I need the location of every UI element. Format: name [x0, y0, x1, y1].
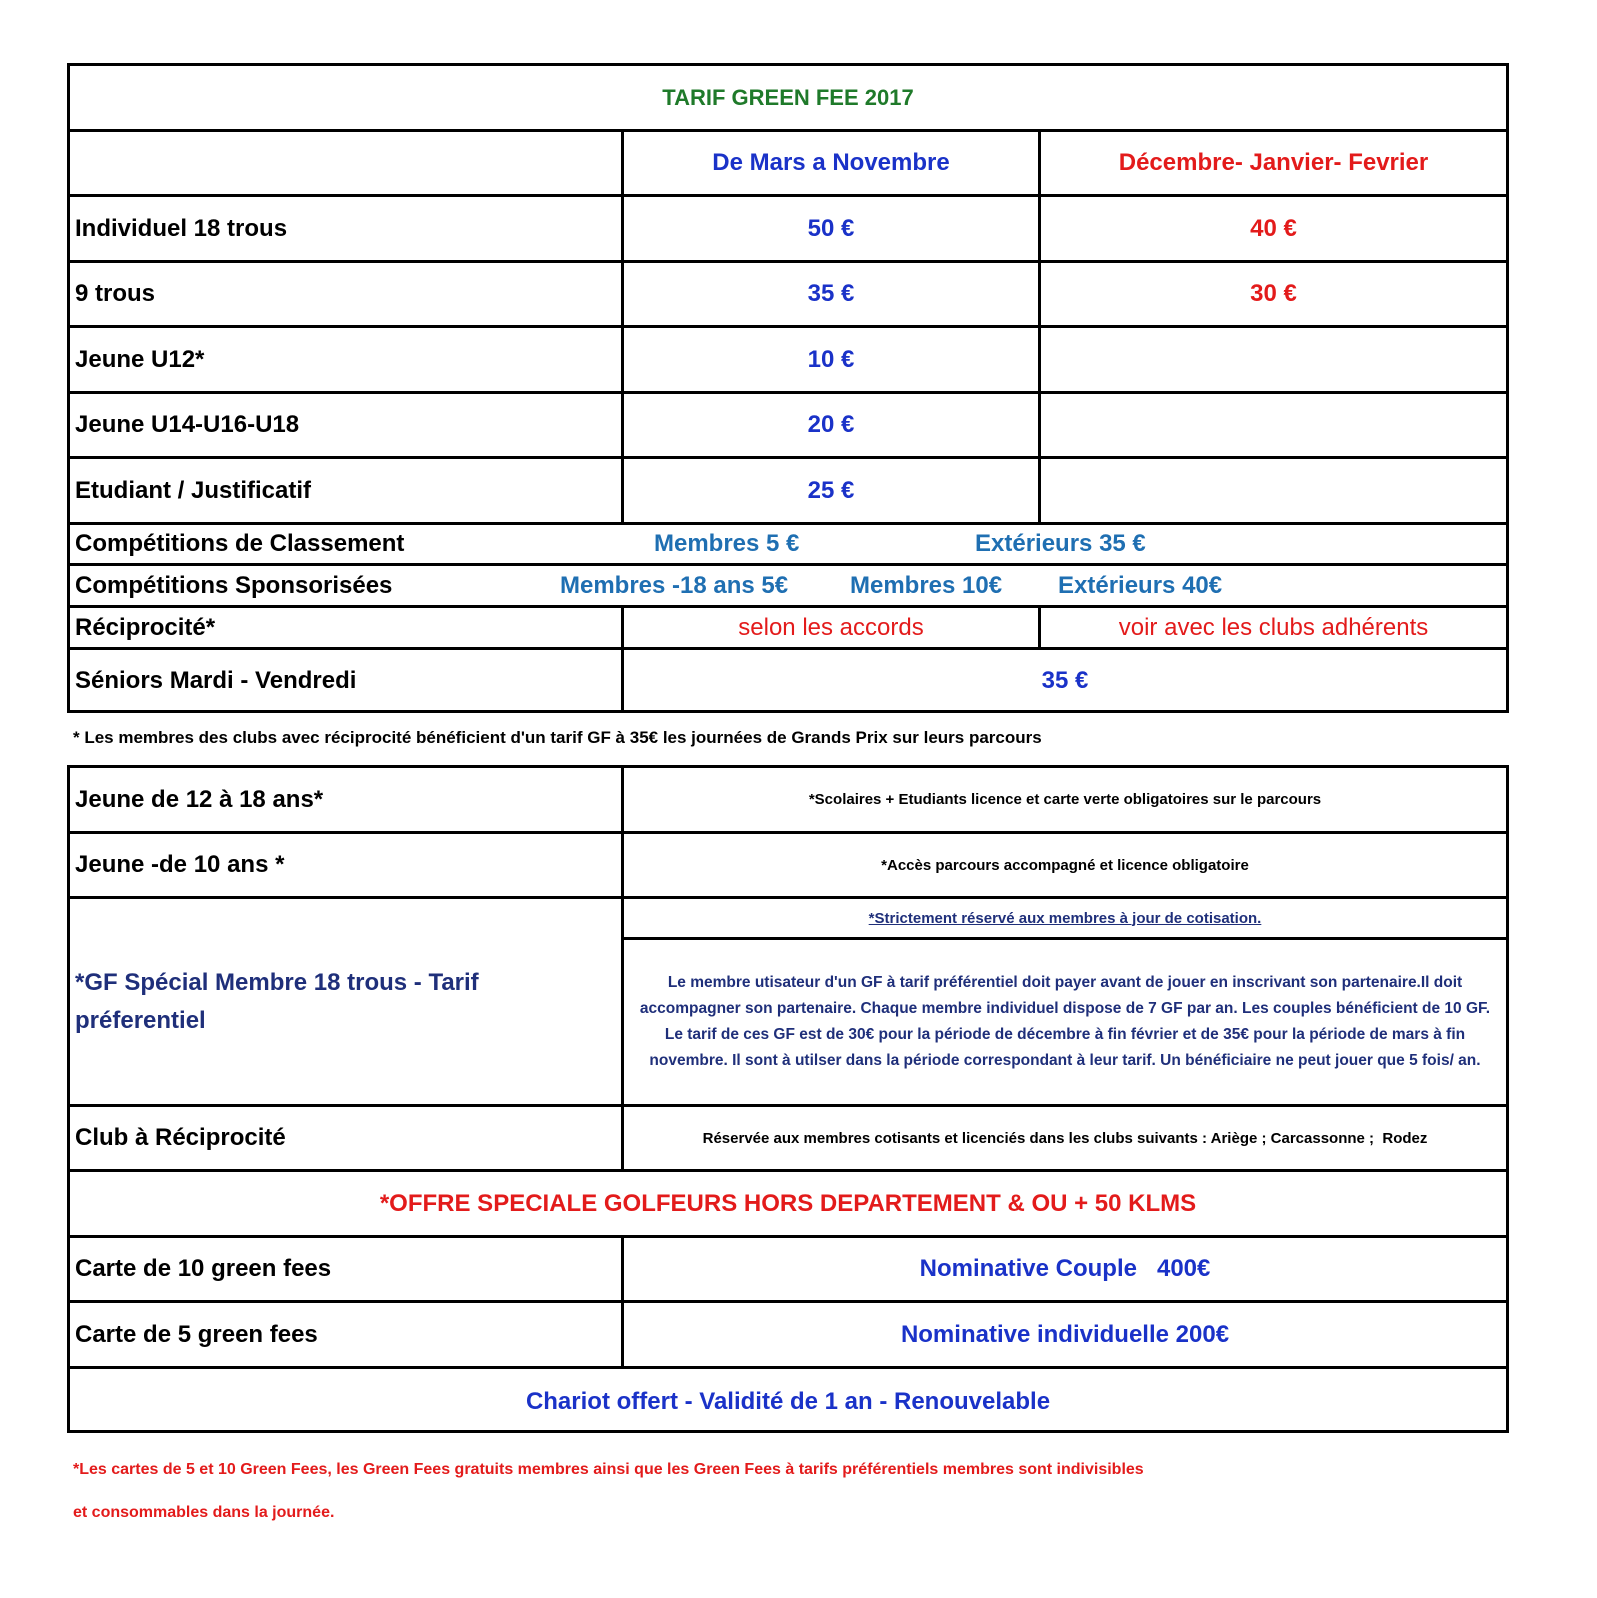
row-label: Jeune U14-U16-U18 [70, 394, 624, 456]
price-period-2 [1041, 459, 1506, 522]
gf-special-info [624, 899, 1506, 1104]
table-row [70, 768, 1506, 834]
footnote-reciprocite: * Les membres des clubs avec réciprocité bénéficient d'un tarif GF à 35€ les journées de Grands Prix sur leurs parcours [73, 728, 1042, 747]
competitions-sponsorisees-row [70, 566, 1506, 608]
price-period-2: 30 € [1250, 280, 1297, 307]
gf-special-label-line2: préferentiel [75, 1006, 206, 1034]
price-period-1: 20 € [624, 394, 1041, 456]
table-row [70, 1238, 1506, 1303]
table-row [70, 1107, 1506, 1172]
header-empty-cell [70, 132, 624, 194]
price-period-1: 50 € [624, 197, 1041, 260]
reciprocite-row [70, 608, 1506, 650]
price-period-2 [1041, 394, 1506, 456]
header-period-2: Décembre- Janvier- Fevrier [1118, 149, 1429, 176]
table-row [70, 263, 1506, 328]
classement-exterieurs-price: Extérieurs 35 € [975, 530, 1146, 557]
header-row [70, 132, 1506, 197]
footnote-cartes-line2: et consommables dans la journée. [73, 1504, 335, 1521]
gf-special-row [70, 899, 1506, 1107]
price-period-1: 35 € [624, 263, 1041, 325]
row-info: Réservée aux membres cotisants et licenciés dans les clubs suivants : Ariège ; Carcassonne ; Rodez [702, 1129, 1428, 1147]
row-label: Etudiant / Justificatif [70, 459, 624, 522]
row-label: Séniors Mardi - Vendredi [70, 650, 624, 712]
seniors-row [70, 650, 1506, 712]
table-row [70, 834, 1506, 899]
gf-special-info-text: Le membre utisateur d'un GF à tarif préférentiel doit payer avant de jouer en inscrivant son partenaire.Il doit accompagner son partenaire. Chaque membre individuel dispose de 7 GF par an. Les couples bénéficient de 10 GF. Le tarif de ces GF est de 30€ pour la période de décembre à fin février et de 35€ pour la période de mars à fin novembre. Il sont à utilser dans la période correspondant à leur tarif. Un bénéficiaire ne peut jouer que 5 fois/ an. [639, 974, 1491, 1069]
sponsorisees-members-price: Membres 10€ [850, 571, 1003, 599]
row-label: Compétitions Sponsorisées [75, 571, 393, 599]
table-row [70, 459, 1506, 525]
sponsorisees-members-u18-price: Membres -18 ans 5€ [560, 571, 789, 599]
gf-special-info-title-cell [624, 899, 1506, 940]
sponsorisees-exterieurs-price: Extérieurs 40€ [1058, 571, 1223, 599]
seniors-price: 35 € [1041, 667, 1089, 694]
gf-special-label-line1: *GF Spécial Membre 18 trous - Tarif [75, 968, 479, 996]
price-period-2: 40 € [1250, 214, 1297, 242]
table-row [70, 394, 1506, 459]
row-info: Nominative Couple 400€ [919, 1255, 1211, 1282]
footnote-cartes-line1: *Les cartes de 5 et 10 Green Fees, les Green Fees gratuits membres ainsi que les Green Fees à tarifs préférentiels membres sont indivisibles [73, 1461, 1144, 1478]
row-label: Compétitions de Classement [75, 530, 405, 557]
reciprocite-period-2: voir avec les clubs adhérents [1118, 613, 1429, 641]
chariot-row [70, 1369, 1506, 1434]
offre-speciale-row [70, 1172, 1506, 1238]
table-row [70, 1303, 1506, 1369]
page-title: TARIF GREEN FEE 2017 [662, 84, 914, 110]
table-row [70, 328, 1506, 394]
tarif-table [67, 63, 1509, 713]
row-label: Carte de 10 green fees [70, 1238, 624, 1300]
row-label: 9 trous [70, 263, 624, 325]
chariot-banner: Chariot offert - Validité de 1 an - Renouvelable [525, 1387, 1051, 1415]
gf-special-label [70, 899, 624, 1104]
price-period-2 [1041, 328, 1506, 391]
classement-members-price: Membres 5 € [654, 530, 800, 557]
row-info: *Accès parcours accompagné et licence obligatoire [881, 856, 1249, 874]
conditions-table [67, 765, 1509, 1433]
price-period-1: 10 € [624, 328, 1041, 391]
header-period-1: De Mars a Novembre [624, 132, 1041, 194]
row-info: Nominative individuelle 200€ [900, 1320, 1230, 1348]
offre-speciale-banner: *OFFRE SPECIALE GOLFEURS HORS DEPARTEMENT & OU + 50 KLMS [379, 1189, 1197, 1217]
reciprocite-period-1: selon les accords [624, 608, 1041, 647]
row-label: Jeune -de 10 ans * [70, 834, 624, 896]
table-row [70, 197, 1506, 263]
row-label: Individuel 18 trous [70, 197, 624, 260]
row-label: Carte de 5 green fees [70, 1303, 624, 1366]
title-row [70, 66, 1506, 132]
row-label: Jeune U12* [70, 328, 624, 391]
price-period-1: 25 € [624, 459, 1041, 522]
competitions-classement-row [70, 525, 1506, 566]
row-label: Club à Réciprocité [70, 1107, 624, 1169]
row-label: Jeune de 12 à 18 ans* [70, 768, 624, 831]
gf-special-info-title: *Strictement réservé aux membres à jour de cotisation. [868, 909, 1262, 927]
row-info: *Scolaires + Etudiants licence et carte verte obligatoires sur le parcours [808, 791, 1322, 808]
row-label: Réciprocité* [70, 608, 624, 647]
